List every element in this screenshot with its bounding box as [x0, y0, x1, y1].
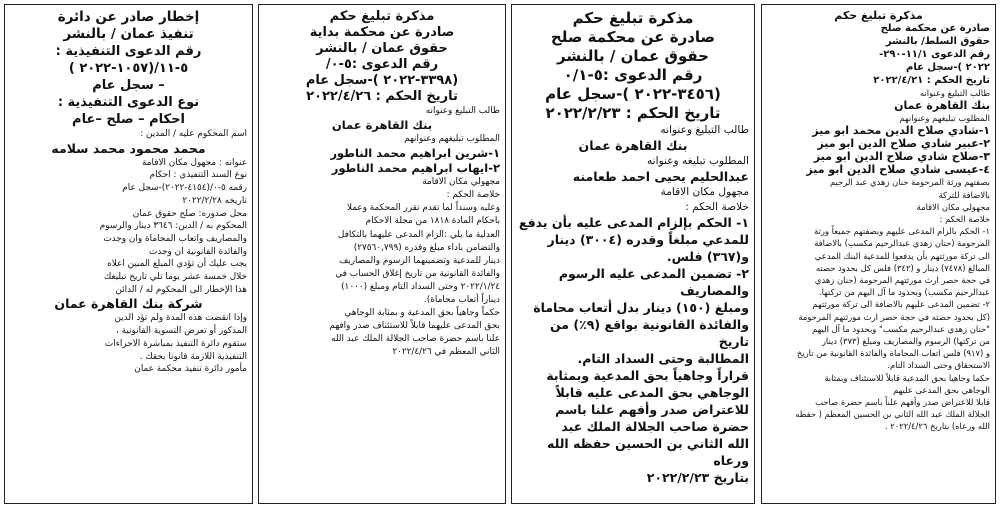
body-line: ديناراً أتعاب محاماة). [423, 295, 500, 306]
body-line: بصفتهم ورثة المرحومة حنان زهدي عبد الرحيم [829, 177, 990, 188]
creditor-name: شركة بنك القاهرة عمان [54, 296, 203, 312]
case-number: رقم الدعوى :٥-٠/١ [563, 66, 703, 84]
body-line: في حجة حصر ارث مورثتهم المرحومة (حنان زهدي [814, 275, 990, 286]
body-line: الى تركة مورثتهم بأن يدفعوا للمدعية البنك المدعي [814, 250, 990, 261]
body-line: قراراً وجاهياً بحق المدعية وبمثابة [546, 367, 749, 383]
judgment-date: تاريخ الحكم : ٢٠٢٢/٤/٢٦ [306, 89, 458, 104]
body-line: هذا الإخطار الى المحكوم له / الدائن [115, 284, 247, 295]
notice-title: إخطار صادر عن دائرة [57, 9, 200, 25]
body-line: "حنان زهدي عبدالرحيم مكسب" وبحدود ما آل اليهم [812, 323, 990, 334]
body-line: وعليه وسنداً لما تقدم تقرر المحكمة وعملا [346, 203, 500, 214]
body-line: الله ورعاه) بتاريخ ٢٠٢٢/٤/٢٦ . [884, 421, 990, 432]
case-register: ٢٠٢٢ )-سجل عام [906, 62, 990, 73]
body-line: الوجاهي بحق المدعى عليه قابلاً [555, 384, 749, 400]
body-line: باحكام المادة ١٨١٨ من مجلة الاحكام [365, 216, 500, 227]
signature-line: مأمور دائرة تنفيذ محكمة عمان [134, 364, 247, 375]
case-register: (٣٣٩٨-٢٠٢٢ )-سجل عام [305, 73, 459, 88]
applicant-label: طالب التبليغ وعنوانه [919, 88, 990, 98]
body-line: خلاصة الحكم : [939, 214, 990, 225]
notice-title: مذكرة تبليغ حكم [834, 9, 923, 22]
body-line: ومبلغ (١٥٠) دينار بدل أتعاب محاماة [533, 299, 749, 315]
body-line: المذكور أو تعرض التسوية القانونية ، [115, 326, 247, 337]
debtor-name: محمد محمود محمد سلامه [51, 140, 206, 156]
case-number: رقم الدعوى :٥-٠/ [325, 57, 439, 72]
body-line: بتاريخ ٢٠٢٢/٢/٢٣ [646, 469, 749, 485]
body-line: رقمه ٥-٠/(٤١٥٤-٢٠٢٢)-سجل عام [122, 183, 247, 194]
body-line: ٢- تضمين المدعى عليهم بالاضافة الى تركة مورثتهم [812, 299, 990, 310]
court-branch: حقوق عمان / بالنشر [557, 47, 709, 65]
execution-department: تنفيذ عمان / بالنشر [63, 26, 194, 42]
respondent-4: ٤-عيسى شادي صلاح الدين ابو ميز [806, 163, 990, 177]
body-line: ٢٠٢٢/١/٢٤ وحتى السداد التام ومبلغ (١٠٠٠) [341, 281, 500, 292]
body-line: من تركتها) الرسوم والمصاريف ومبلغ (٣٧٣) دينار [821, 336, 990, 347]
body-line: والمصاريف واتعاب المحاماة وان وجدت [103, 233, 247, 244]
body-line: التنفيذية اللازمة قانونا بحقك . [139, 351, 247, 362]
body-line: حكماً وجاهياً بحق المدعية و بمثابة الوجاهي [344, 308, 500, 319]
body-line: الجلالة الملك عبد الله الثاني بن الحسين المعظم ( حفظه [795, 409, 990, 420]
body-line: حضرة صاحب الجلالة الملك عبد [561, 418, 749, 434]
body-line: ١- الحكم بإلزام المدعى عليه بأن يدفع [518, 214, 749, 230]
body-line: المرحومة (حنان زهدي عبدالرحيم مكسب) بالاضافة [814, 238, 990, 249]
court-line: صادرة عن محكمة صلح [550, 28, 716, 46]
respondent-3: ٣-صلاح شادي صلاح الدين ابو ميز [813, 150, 990, 164]
body-line: المبالغ (٧٤٧٨) دينار و (٣٤٢) فلس كل بحدود حصته [815, 262, 990, 273]
body-line: خلال خمسة عشر يوما تلي تاريخ تبليغك [103, 272, 247, 283]
respondent-address: مجهول مكان الاقامة [660, 186, 749, 199]
body-line: ستقوم دائرة التنفيذ بمباشرة الاجراءات [104, 338, 247, 349]
body-line: وإذا انقضت هذه المدة ولم تؤد الدين [114, 313, 247, 324]
body-line: والفائدة القانونية من تاريخ إغلاق الحساب في [335, 268, 500, 279]
notice-judgment-salt [761, 4, 996, 504]
court-line: صادرة عن محكمة بداية [309, 25, 455, 40]
judgment-date: تاريخ الحكم : ٢٠٢٢/٢/٢٣ [545, 104, 721, 122]
body-line: الله الثاني بن الحسين حفظه الله ورعاه [547, 435, 749, 468]
respondent-1: ١-شادي صلاح الدين محمد ابو ميز [812, 124, 990, 138]
body-line: محل صدوره: صلح حقوق عمان [132, 208, 247, 219]
body-line: دينار للمدعية وتضمينهما الرسوم والمصاريف [339, 255, 500, 266]
notice-execution-amman [4, 4, 253, 504]
respondent-name: عبدالحليم يحيى احمد طعامنه [572, 169, 749, 185]
debtor-label: اسم المحكوم عليه / المدين : [140, 129, 247, 139]
case-number: ٥-١١/(١٠٥٧-٢٠٢٢ ) [68, 61, 189, 76]
body-line: حكما وجاهيا بحق المدعية قابلاً للاستئناف وبمثابة [824, 372, 990, 383]
notice-title: مذكرة تبليغ حكم [572, 9, 694, 27]
respondent-label: المطلوب تبليغه وعنوانه [647, 155, 749, 168]
notice-judgment-amman-first-instance [258, 4, 506, 504]
notice-judgment-amman-magistrate [511, 4, 755, 504]
body-line: الاستحقاق وحتى السداد التام. [887, 360, 990, 371]
applicant-label: طالب التبليغ وعنوانه [425, 106, 500, 116]
body-line: للاعتراض صدر وأفهم علنا باسم [555, 401, 749, 417]
case-type: احكام – صلح –عام [72, 112, 185, 127]
respondent-2: ٢-ايهاب ابراهيم محمد الناطور [331, 161, 500, 176]
court-line: صادرة عن محكمة صلح [880, 23, 990, 34]
body-line: ٢- تضمين المدعى عليه الرسوم والمصاريف [558, 265, 749, 298]
summary-label: خلاصة الحكم : [446, 190, 500, 201]
body-line: عبدالرحيم مكسب) وبحدود ما آل اليهم من تركتها. [818, 287, 990, 298]
body-line: والفائدة القانونية بواقع (٩٪) من تاريخ [550, 316, 749, 349]
body-line: و(٣٦٧) فلس. [666, 248, 749, 264]
body-line: ١- الحكم بالزام المدعى عليهم وبصفتهم جميعاً ورثة [814, 226, 990, 237]
applicant-name: بنك القاهرة عمان [331, 118, 433, 133]
body-line: الثاني المعظم في ٢٠٢٢/٤/٢٦ [392, 347, 500, 358]
body-line: والفائدة القانونية ان وجدت [149, 246, 247, 257]
summary-label: خلاصة الحكم : [685, 200, 749, 213]
case-register: (٣٤٥٦-٢٠٢٢ )-سجل عام [545, 85, 721, 103]
body-line: علنا باسم حضرة صاحب الجلالة الملك عبد الله [331, 334, 500, 345]
judgment-date: تاريخ الحكم : ٢٠٢٢/٤/٢١ [873, 75, 990, 86]
case-number-label: رقم الدعوى التنفيذية : [55, 44, 202, 59]
respondent-1: ١-شرين ابراهيم محمد الناطور [330, 146, 500, 161]
body-line: (كل بحدود حصته في حجة حصر ارث مورثتهم المرحومة [798, 311, 990, 322]
body-line: قابلا للاعتراض صدر وأفهم علناً باسم حضرة صاحب [815, 397, 990, 408]
court-branch: حقوق السلط/ بالنشر [885, 36, 990, 47]
body-line: للمدعي مبلغاً وقدره (٣٠٠٤) دينار [547, 231, 749, 247]
body-line: تاريخه ٢٠٢٢/٢/٢٨ [182, 195, 247, 206]
body-line: الوجاهي بحق المدعى عليهم [893, 384, 990, 395]
body-line: مجهولي مكان الاقامة [916, 201, 990, 212]
case-number: رقم الدعوى ١١/١-٢٩٠- [879, 49, 990, 60]
court-branch: حقوق عمان / بالنشر [316, 41, 448, 56]
body-line: عنوانه : مجهول مكان الاقامة [142, 157, 247, 168]
applicant-name: بنك القاهرة عمان [578, 138, 688, 154]
body-line: المحكوم به / الدين: ٣٦٤٦ دينار والرسوم [99, 221, 247, 232]
body-line: المطالبة وحتى السداد التام. [577, 350, 749, 366]
applicant-name: بنك القاهرة عمان [894, 99, 990, 113]
body-line: بالاضافة للتركة [938, 189, 990, 200]
case-type-label: نوع الدعوى التنفيذية : [57, 95, 200, 110]
notice-title: مذكرة تبليغ حكم [329, 9, 435, 24]
body-line: العدلية ما يلي :الزام المدعى عليهما بالتكافل [337, 229, 500, 240]
applicant-label: طالب التبليغ وعنوانه [660, 124, 749, 136]
respondent-2: ٢-عبير شادي صلاح الدين ابو ميز [817, 137, 990, 151]
respondent-address: مجهولي مكان الاقامة [422, 177, 500, 188]
body-line: بحق المدعى عليهما قابلاً للاستئناف صدر وافهم [329, 321, 500, 332]
body-line: نوع السند التنفيذي : احكام [149, 170, 247, 181]
respondents-label: المطلوب تبليغهم وعنوانهم [404, 134, 500, 145]
body-line: يجب عليك أن تؤدي المبلغ المبين اعلاه [107, 259, 247, 270]
respondents-label: المطلوب تبليغهم وعنوانهم [899, 113, 990, 124]
case-register: – سجل عام [92, 78, 165, 93]
body-line: والتضامن باداء مبلغ وقدره (٢٧٥٦٠,٧٩٩) [353, 242, 500, 253]
body-line: و (٩١٧) فلس اتعاب المحاماة والفائدة القانونية من تاريخ [796, 348, 990, 359]
